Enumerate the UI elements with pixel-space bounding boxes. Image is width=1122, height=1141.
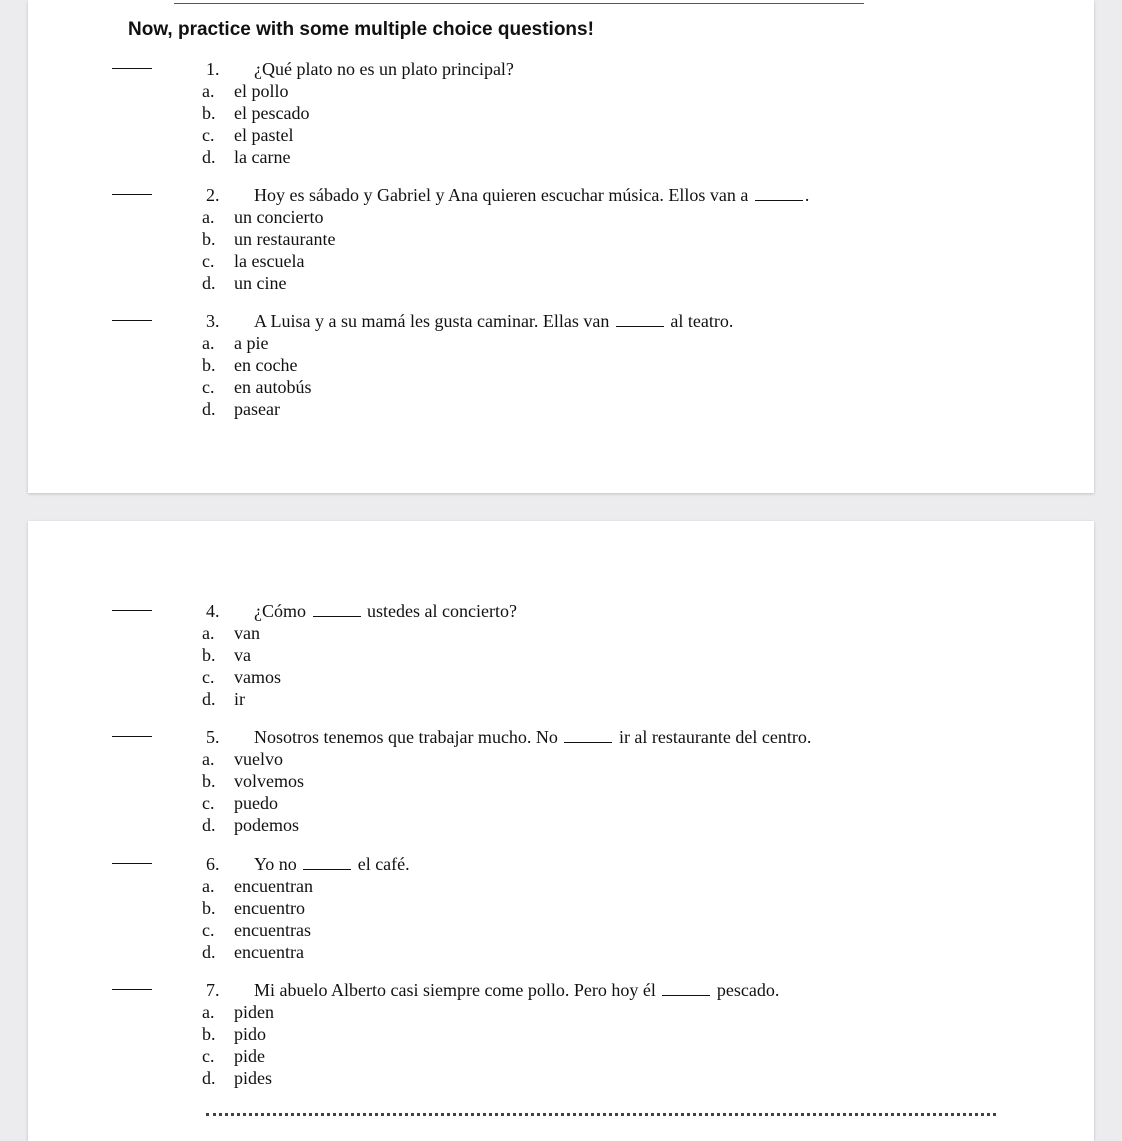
question-1 [28, 58, 1094, 178]
option: d. podemos [202, 815, 299, 835]
option: a. a pie [202, 333, 269, 353]
option: b. pido [202, 1024, 267, 1044]
fill-blank[interactable] [755, 199, 803, 201]
option: d. encuentra [202, 942, 304, 962]
question-6 [28, 853, 1094, 973]
option: b. encuentro [202, 898, 305, 918]
fill-blank[interactable] [303, 868, 351, 870]
question-text: Nosotros tenemos que trabajar mucho. No ir al restaurante del centro. [254, 727, 812, 747]
question-text: ¿Cómo ustedes al concierto? [254, 601, 517, 621]
option: a. piden [202, 1002, 274, 1022]
question-number: 4. [206, 601, 220, 621]
fill-blank[interactable] [616, 325, 664, 327]
option: c. vamos [202, 667, 281, 687]
answer-blank[interactable] [112, 68, 152, 69]
question-text: Mi abuelo Alberto casi siempre come pollo. Pero hoy él pescado. [254, 980, 780, 1000]
answer-blank[interactable] [112, 610, 152, 611]
option: c. puedo [202, 793, 278, 813]
option: b. va [202, 645, 251, 665]
answer-blank[interactable] [112, 989, 152, 990]
fill-blank[interactable] [662, 994, 710, 996]
question-text: Hoy es sábado y Gabriel y Ana quieren escuchar música. Ellos van a . [254, 185, 810, 205]
question-text: Yo no el café. [254, 854, 410, 874]
option: a. van [202, 623, 260, 643]
fill-blank[interactable] [564, 741, 612, 743]
option: b. el pescado [202, 103, 310, 123]
question-number: 5. [206, 727, 220, 747]
answer-blank[interactable] [112, 863, 152, 864]
question-number: 1. [206, 59, 220, 79]
option: b. en coche [202, 355, 298, 375]
option: d. un cine [202, 273, 287, 293]
option: a. encuentran [202, 876, 313, 896]
option: d. ir [202, 689, 245, 709]
top-rule [174, 3, 864, 4]
question-2 [28, 184, 1094, 304]
option: c. pide [202, 1046, 265, 1066]
answer-blank[interactable] [112, 194, 152, 195]
document-page-1 [28, 0, 1094, 493]
question-5 [28, 726, 1094, 846]
question-text: A Luisa y a su mamá les gusta caminar. Ellas van al teatro. [254, 311, 734, 331]
question-3 [28, 310, 1094, 430]
option: d. pides [202, 1068, 272, 1088]
option: a. vuelvo [202, 749, 283, 769]
option: a. un concierto [202, 207, 324, 227]
question-number: 7. [206, 980, 220, 1000]
question-text: ¿Qué plato no es un plato principal? [254, 59, 514, 79]
question-7 [28, 979, 1094, 1099]
section-heading: Now, practice with some multiple choice questions! [128, 19, 594, 40]
option: d. la carne [202, 147, 291, 167]
option: c. el pastel [202, 125, 294, 145]
option: d. pasear [202, 399, 280, 419]
document-page-2 [28, 521, 1094, 1141]
question-number: 6. [206, 854, 220, 874]
option: b. volvemos [202, 771, 304, 791]
cut-off-text-line [206, 1113, 996, 1116]
question-4 [28, 600, 1094, 720]
option: c. encuentras [202, 920, 311, 940]
option: c. en autobús [202, 377, 312, 397]
question-number: 2. [206, 185, 220, 205]
fill-blank[interactable] [313, 615, 361, 617]
option: b. un restaurante [202, 229, 336, 249]
option: c. la escuela [202, 251, 305, 271]
option: a. el pollo [202, 81, 289, 101]
answer-blank[interactable] [112, 320, 152, 321]
question-number: 3. [206, 311, 220, 331]
answer-blank[interactable] [112, 736, 152, 737]
